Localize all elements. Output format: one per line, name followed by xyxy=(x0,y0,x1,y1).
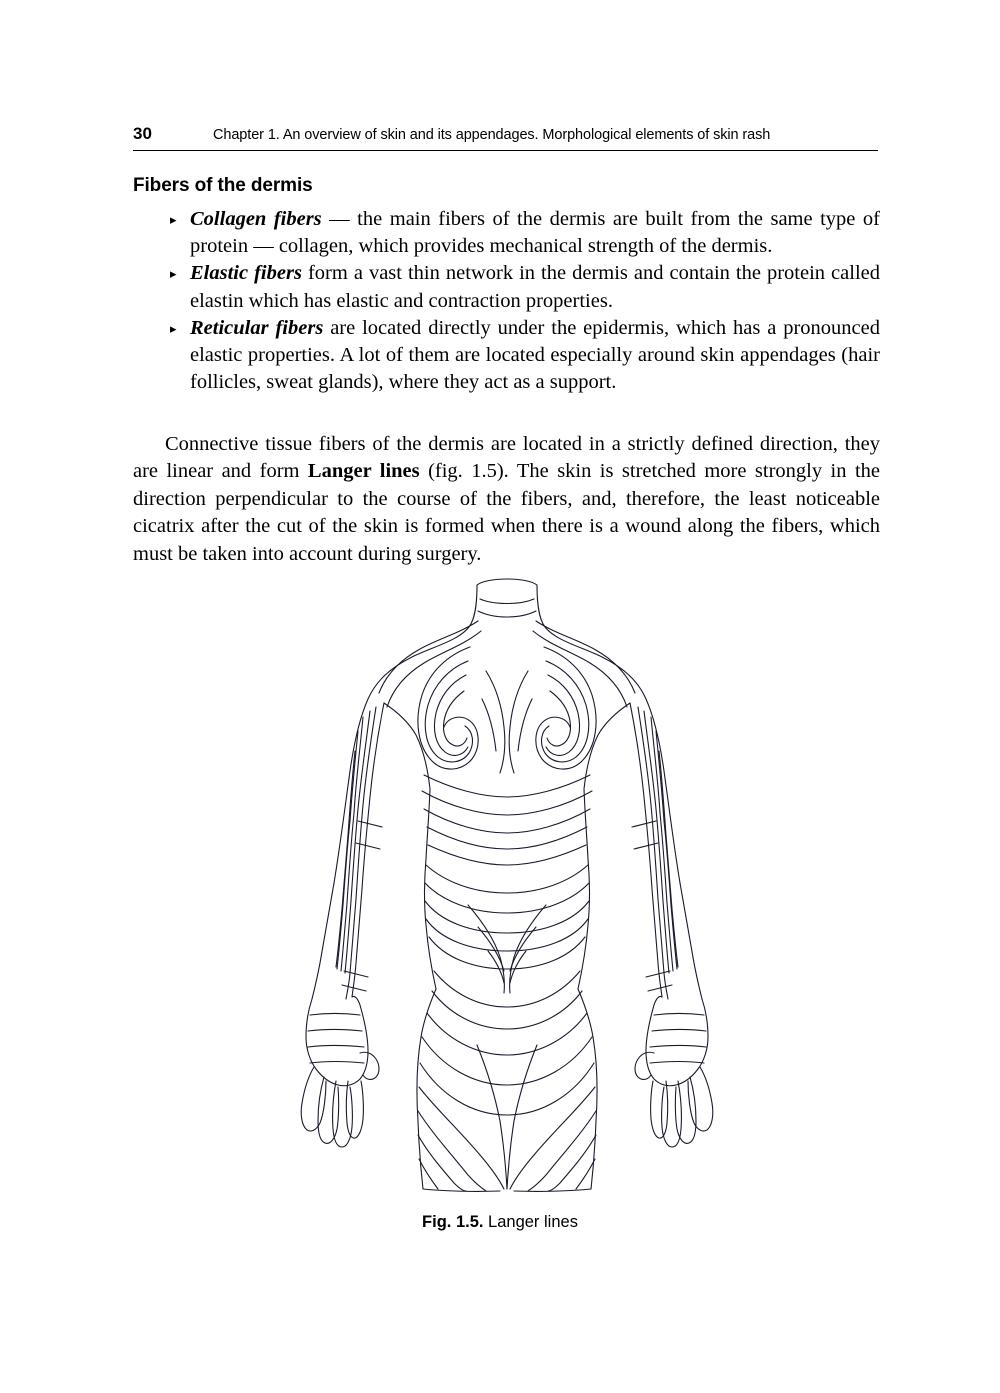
running-head-title: Chapter 1. An overview of skin and its appendages. Morphological elements of skin rash xyxy=(213,127,771,143)
running-head xyxy=(133,124,878,144)
header-divider xyxy=(133,150,878,151)
figure-caption xyxy=(0,1213,1000,1232)
body-paragraph xyxy=(133,431,880,568)
paragraph-bold-term: Langer lines xyxy=(307,460,420,483)
langer-lines-figure xyxy=(133,575,880,1205)
list-item xyxy=(168,315,880,397)
list-item-term: Collagen fibers xyxy=(190,208,322,230)
paragraph-part-1: Connective tissue fibers of the dermis are located in a strictly defined direction, they are linear and form xyxy=(133,433,880,483)
list-item xyxy=(168,260,880,314)
list-item-text: are located directly under the epidermis, which has a pronounced elastic properties. A lot of them are located especially around skin appendages (hair follicles, sweat glands), where they act as a support. xyxy=(190,316,880,394)
figure-label: Fig. 1.5. xyxy=(422,1213,484,1231)
section-heading: Fibers of the dermis xyxy=(133,175,313,196)
list-item-text: form a vast thin network in the dermis and contain the protein called elastin which has elastic and contraction properties. xyxy=(190,262,880,312)
bullet-list xyxy=(168,206,880,396)
list-item-term: Elastic fibers xyxy=(190,262,302,285)
list-item-text: — the main fibers of the dermis are built from the same type of protein — collagen, which provides mechanical strength of the dermis. xyxy=(190,208,880,258)
triangle-bullet-icon: ▸ xyxy=(170,212,177,227)
figure-caption-text: Langer lines xyxy=(483,1213,578,1231)
triangle-bullet-icon: ▸ xyxy=(170,266,177,282)
paragraph-part-2: (fig. 1.5). The skin is stretched more strongly in the direction perpendicular to the course of the fibers, and, therefore, the least noticeable cicatrix after the cut of the skin is formed when there is a wound along the fibers, which must be taken into account during surgery. xyxy=(133,460,880,565)
list-item-term: Reticular fibers xyxy=(190,316,324,339)
list-item xyxy=(168,206,880,260)
triangle-bullet-icon: ▸ xyxy=(170,320,177,336)
page-number: 30 xyxy=(133,124,152,143)
langer-lines-diagram xyxy=(272,575,742,1195)
